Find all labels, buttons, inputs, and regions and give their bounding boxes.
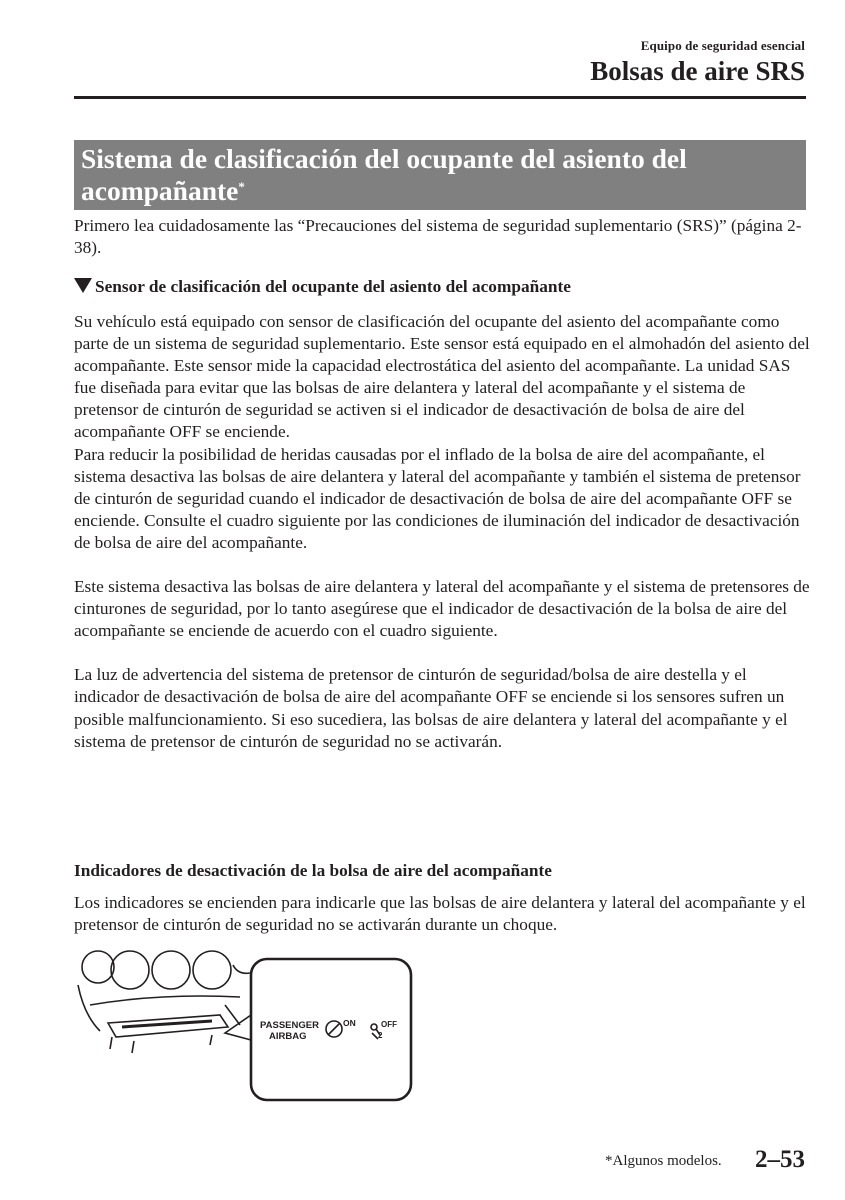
footnote: *Algunos modelos. [605,1153,722,1169]
airbag-indicator-illustration [70,945,415,1110]
passenger-label: PASSENGER [260,1020,319,1031]
body-paragraph-2: Para reducir la posibilidad de heridas causadas por el inflado de la bolsa de aire del acompañante, el sistema desactiva las bolsas de aire delantera y lateral del acompañante y también el sistema de pretensor de cinturón de seguridad cuando el indicador de desactivación de bolsa de aire del acompañante OFF se enciende. Consulte el cuadro siguiente por las condiciones de iluminación del indicador de desactivación de bolsa de aire del acompañante. [74,444,801,552]
seat-number-label: 2 [378,1031,383,1040]
indicators-text: Los indicadores se encienden para indicarle que las bolsas de aire delantera y lateral del acompañante y el pretensor de cinturón de seguridad no se activarán durante un choque. [74,893,806,935]
indicators-body [74,892,812,936]
section-title-line2: acompañante [81,175,239,206]
airbag-label: AIRBAG [269,1031,307,1042]
running-header-section: Equipo de seguridad esencial [640,38,805,53]
intro-paragraph [74,215,812,259]
indicators-heading: Indicadores de desactivación de la bolsa de aire del acompañante [74,861,552,880]
subsection-body [74,311,812,753]
body-paragraph-3: Este sistema desactiva las bolsas de aire delantera y lateral del acompañante y el sistema de pretensores de cinturones de seguridad, por lo tanto asegúrese que el indicador de desactivación de la bolsa de aire del acompañante se enciende de acuerdo con el cuadro siguiente. [74,577,810,641]
subsection-heading [74,277,571,297]
section-title-line1: Sistema de clasificación del ocupante del asiento del [81,143,687,174]
off-label: OFF [381,1020,397,1029]
on-label: ON [343,1018,356,1028]
body-paragraph-4: La luz de advertencia del sistema de pretensor de cinturón de seguridad/bolsa de aire destella y el indicador de desactivación de bolsa de aire del acompañante OFF se enciende si los sensores sufren un posible malfuncionamiento. Si eso sucediera, las bolsas de aire delantera y lateral del acompañante y el sistema de pretensor de cinturón de seguridad no se activarán. [74,665,788,751]
vent-left-icon [82,951,114,983]
body-paragraph-1: Su vehículo está equipado con sensor de clasificación del ocupante del asiento del acompañante como parte de un sistema de seguridad suplementario. Este sensor está equipado en el almohadón del asiento del acompañante. Este sensor mide la capacidad electrostática del asiento del acompañante. La unidad SAS fue diseñada para evitar que las bolsas de aire delantera y lateral del acompañante y el sistema de pretensor de cinturón de seguridad se activen si el indicador de desactivación de bolsa de aire del acompañante OFF se enciende. [74,312,810,442]
page-number: 2–53 [755,1146,805,1173]
intro-text: Primero lea cuidadosamente las “Precauciones del sistema de seguridad suplementario (SRS)” (página 2-38). [74,216,802,258]
header-rule [74,96,806,99]
subsection-heading-text: Sensor de clasificación del ocupante del asiento del acompañante [95,277,571,296]
section-title-asterisk: * [238,179,245,194]
dashboard-illustration [70,945,415,1105]
triangle-bullet-icon [74,278,92,293]
running-header-title: Bolsas de aire SRS [590,56,805,86]
section-title-box [74,140,806,210]
